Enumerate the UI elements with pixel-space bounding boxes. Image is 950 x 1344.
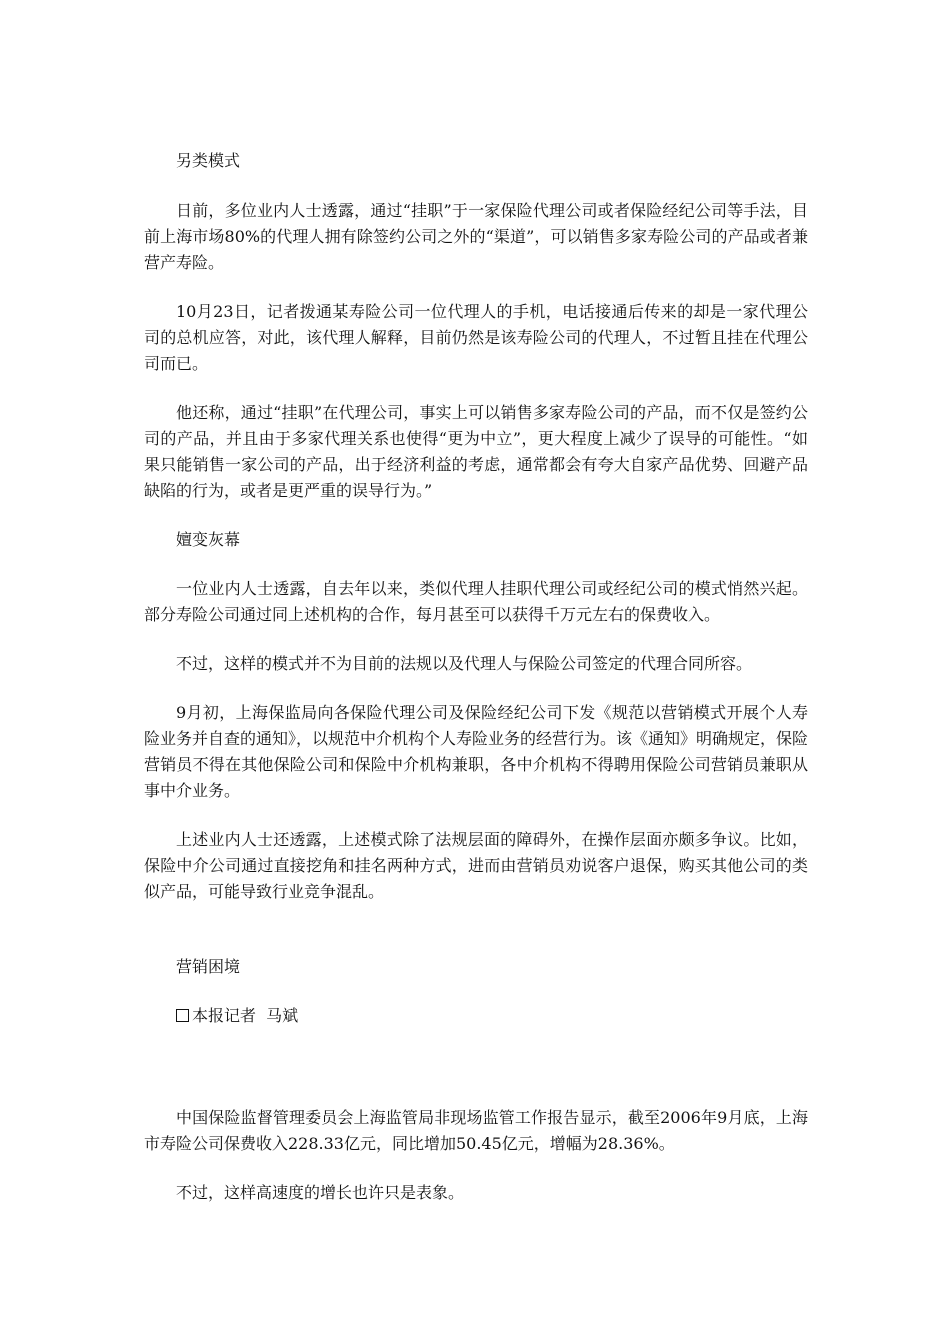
paragraph: 9月初，上海保监局向各保险代理公司及保险经纪公司下发《规范以营销模式开展个人寿险业务并自查的通知》，以规范中介机构个人寿险业务的经营行为。该《通知》明确规定，保险营销员不得在其他保险公司和保险中介机构兼职，各中介机构不得聘用保险公司营销员兼职从事中介业务。 (144, 703, 809, 800)
paragraph: 10月23日，记者拨通某寿险公司一位代理人的手机，电话接通后传来的却是一家代理公司的总机应答，对此，该代理人解释，目前仍然是该寿险公司的代理人，不过暂且挂在代理公司而已。 (144, 302, 808, 373)
section-heading-marketing-dilemma: 营销困境 (176, 957, 241, 976)
byline (144, 1003, 808, 1029)
paragraph: 中国保险监督管理委员会上海监管局非现场监管工作报告显示，截至2006年9月底，上海市寿险公司保费收入228.33亿元，同比增加50.45亿元，增幅为28.36%。 (144, 1108, 808, 1153)
paragraph: 不过，这样的模式并不为目前的法规以及代理人与保险公司签定的代理合同所容。 (176, 654, 753, 673)
paragraph: 上述业内人士还透露，上述模式除了法规层面的障碍外，在操作层面亦颇多争议。比如，保险中介公司通过直接挖角和挂名两种方式，进而由营销员劝说客户退保，购买其他公司的类似产品，可能导致行业竞争混乱。 (144, 830, 808, 901)
paragraph: 不过，这样高速度的增长也许只是表象。 (176, 1183, 465, 1202)
paragraph: 他还称，通过“挂职”在代理公司，事实上可以销售多家寿险公司的产品，而不仅是签约公司的产品，并且由于多家代理关系也使得“更为中立”，更大程度上减少了误导的可能性。“如果只能销售一家公司的产品，出于经济利益的考虑，通常都会有夸大自家产品优势、回避产品缺陷的行为，或者是更严重的误导行为。” (144, 403, 808, 500)
section-heading-gray-area: 嬗变灰幕 (176, 530, 241, 549)
section-heading-alternative-model: 另类模式 (176, 151, 241, 170)
document-body (144, 148, 808, 1206)
paragraph: 一位业内人士透露，自去年以来，类似代理人挂职代理公司或经纪公司的模式悄然兴起。部分寿险公司通过同上述机构的合作，每月甚至可以获得千万元左右的保费收入。 (144, 579, 808, 624)
paragraph: 日前，多位业内人士透露，通过“挂职”于一家保险代理公司或者保险经纪公司等手法，目前上海市场80%的代理人拥有除签约公司之外的“渠道”，可以销售多家寿险公司的产品或者兼营产寿险。 (144, 201, 808, 272)
square-icon (176, 1009, 189, 1022)
byline-text: 本报记者 马斌 (192, 1006, 299, 1025)
